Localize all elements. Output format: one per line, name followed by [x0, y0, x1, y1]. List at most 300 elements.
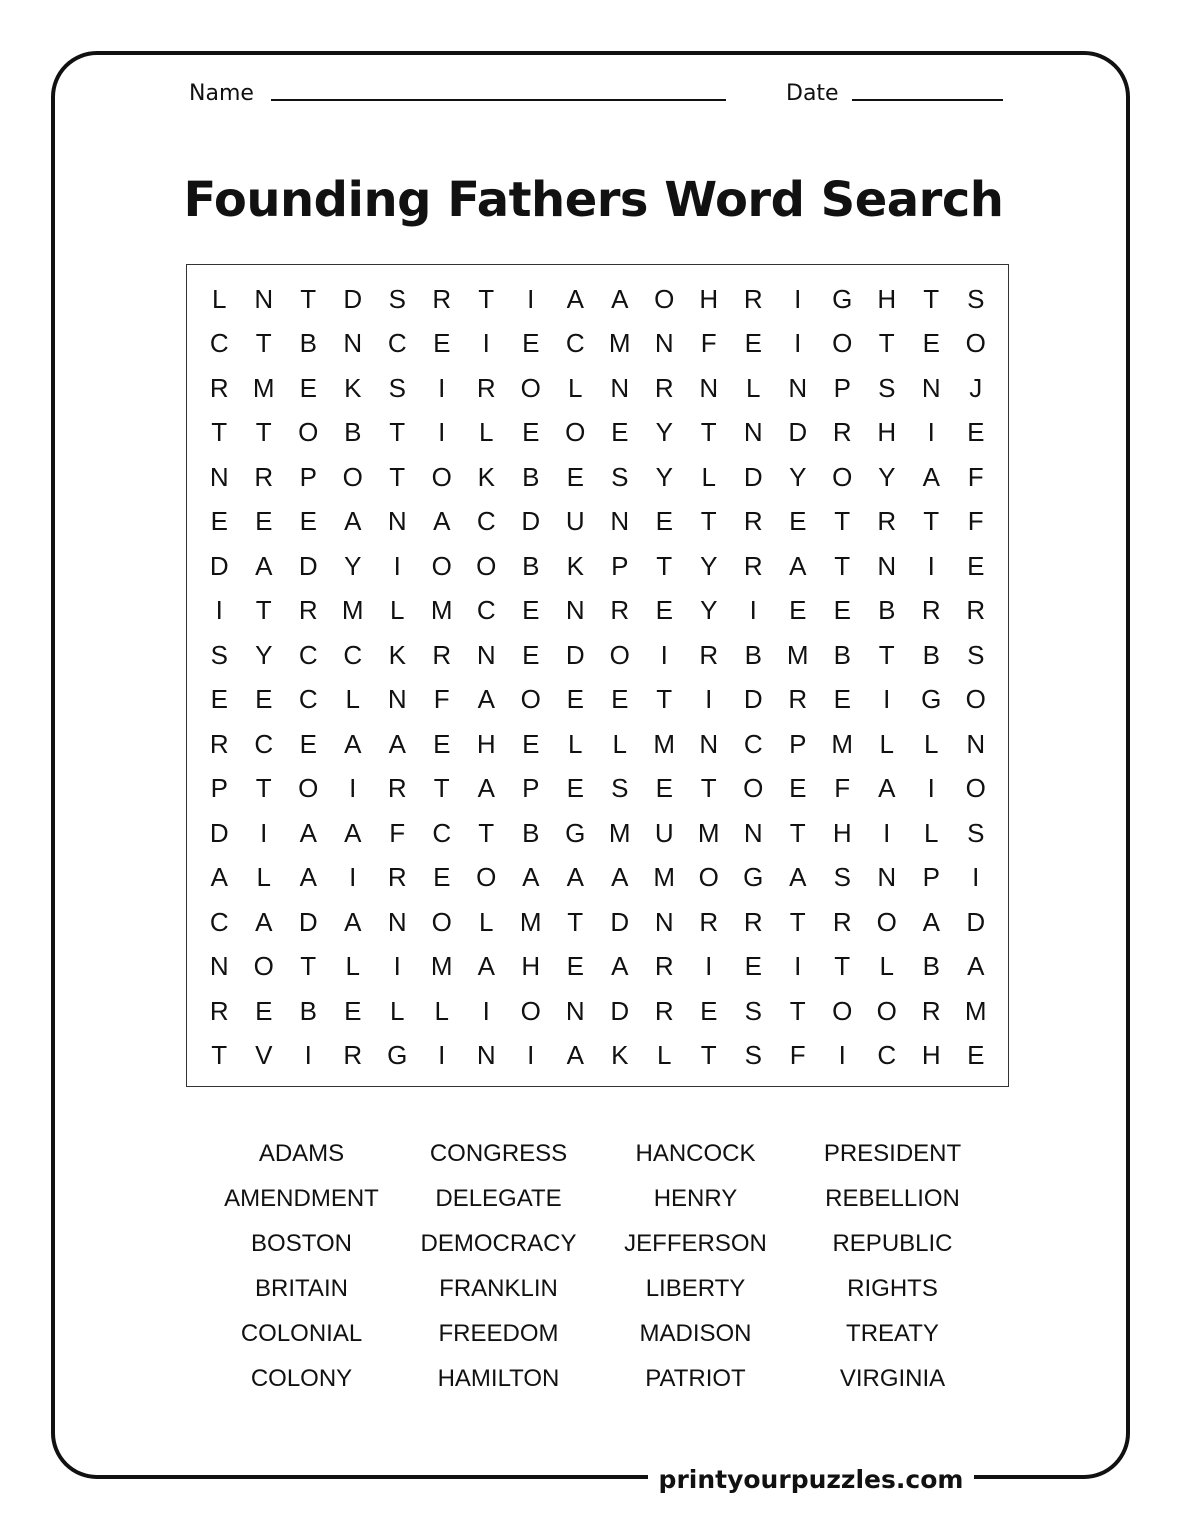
- grid-letter[interactable]: L: [879, 728, 894, 759]
- grid-letter[interactable]: L: [345, 951, 360, 982]
- grid-letter[interactable]: G: [743, 862, 764, 893]
- grid-letter[interactable]: O: [965, 328, 986, 359]
- grid-letter[interactable]: R: [699, 906, 719, 937]
- grid-letter[interactable]: A: [566, 862, 584, 893]
- grid-letter[interactable]: C: [877, 1040, 897, 1071]
- grid-letter[interactable]: S: [878, 372, 896, 403]
- grid-letter[interactable]: R: [699, 639, 719, 670]
- grid-letter[interactable]: M: [697, 817, 720, 848]
- grid-letter[interactable]: I: [883, 684, 891, 715]
- grid-letter[interactable]: F: [789, 1040, 806, 1071]
- grid-letter[interactable]: E: [789, 506, 807, 537]
- grid-letter[interactable]: P: [611, 550, 629, 581]
- grid-letter[interactable]: A: [477, 773, 495, 804]
- site-url[interactable]: printyourpuzzles.com: [658, 1465, 964, 1494]
- grid-letter[interactable]: C: [343, 639, 363, 670]
- grid-letter[interactable]: D: [565, 639, 585, 670]
- grid-letter[interactable]: T: [389, 461, 406, 492]
- grid-letter[interactable]: F: [700, 328, 717, 359]
- grid-letter[interactable]: L: [701, 461, 716, 492]
- grid-letter[interactable]: E: [744, 328, 762, 359]
- grid-letter[interactable]: M: [653, 862, 676, 893]
- grid-letter[interactable]: T: [567, 906, 584, 937]
- grid-letter[interactable]: O: [743, 773, 764, 804]
- grid-letter[interactable]: E: [655, 773, 673, 804]
- grid-letter[interactable]: N: [610, 506, 630, 537]
- grid-letter[interactable]: I: [794, 328, 802, 359]
- grid-letter[interactable]: Y: [655, 461, 673, 492]
- grid-letter[interactable]: Y: [255, 639, 273, 670]
- grid-letter[interactable]: E: [255, 506, 273, 537]
- grid-letter[interactable]: K: [611, 1040, 629, 1071]
- grid-letter[interactable]: N: [966, 728, 986, 759]
- grid-letter[interactable]: L: [390, 995, 405, 1026]
- grid-letter[interactable]: I: [482, 328, 490, 359]
- grid-letter[interactable]: L: [345, 684, 360, 715]
- grid-letter[interactable]: N: [743, 417, 763, 448]
- grid-letter[interactable]: A: [611, 862, 629, 893]
- grid-letter[interactable]: N: [476, 639, 496, 670]
- grid-letter[interactable]: H: [832, 817, 852, 848]
- grid-letter[interactable]: N: [743, 817, 763, 848]
- grid-letter[interactable]: E: [255, 684, 273, 715]
- grid-letter[interactable]: K: [477, 461, 495, 492]
- grid-letter[interactable]: A: [522, 862, 540, 893]
- grid-letter[interactable]: S: [744, 995, 762, 1026]
- grid-letter[interactable]: P: [299, 461, 317, 492]
- grid-letter[interactable]: R: [788, 684, 808, 715]
- grid-letter[interactable]: E: [433, 862, 451, 893]
- grid-letter[interactable]: O: [876, 906, 897, 937]
- grid-letter[interactable]: R: [432, 639, 452, 670]
- grid-letter[interactable]: P: [833, 372, 851, 403]
- grid-letter[interactable]: U: [565, 506, 585, 537]
- grid-letter[interactable]: A: [255, 550, 273, 581]
- grid-letter[interactable]: A: [255, 906, 273, 937]
- grid-letter[interactable]: O: [609, 639, 630, 670]
- grid-letter[interactable]: R: [743, 550, 763, 581]
- grid-letter[interactable]: A: [477, 951, 495, 982]
- grid-letter[interactable]: A: [433, 506, 451, 537]
- grid-letter[interactable]: O: [431, 906, 452, 937]
- grid-letter[interactable]: R: [610, 595, 630, 626]
- grid-letter[interactable]: I: [215, 595, 223, 626]
- grid-letter[interactable]: G: [921, 684, 942, 715]
- grid-letter[interactable]: S: [210, 639, 228, 670]
- grid-letter[interactable]: L: [879, 951, 894, 982]
- grid-letter[interactable]: N: [387, 684, 407, 715]
- grid-letter[interactable]: P: [922, 862, 940, 893]
- grid-letter[interactable]: E: [522, 639, 540, 670]
- grid-letter[interactable]: D: [788, 417, 808, 448]
- grid-letter[interactable]: T: [433, 773, 450, 804]
- grid-letter[interactable]: R: [832, 906, 852, 937]
- grid-letter[interactable]: H: [699, 283, 719, 314]
- grid-letter[interactable]: T: [656, 684, 673, 715]
- grid-letter[interactable]: A: [566, 283, 584, 314]
- grid-letter[interactable]: M: [252, 372, 275, 403]
- grid-letter[interactable]: E: [566, 461, 584, 492]
- grid-letter[interactable]: E: [522, 417, 540, 448]
- grid-letter[interactable]: N: [699, 372, 719, 403]
- grid-letter[interactable]: A: [344, 817, 362, 848]
- grid-letter[interactable]: C: [209, 906, 229, 937]
- grid-letter[interactable]: O: [520, 684, 541, 715]
- grid-letter[interactable]: B: [344, 417, 362, 448]
- grid-letter[interactable]: I: [705, 684, 713, 715]
- grid-letter[interactable]: I: [438, 372, 446, 403]
- grid-letter[interactable]: O: [520, 995, 541, 1026]
- grid-letter[interactable]: B: [522, 817, 540, 848]
- grid-letter[interactable]: E: [967, 550, 985, 581]
- grid-letter[interactable]: I: [349, 773, 357, 804]
- grid-letter[interactable]: A: [967, 951, 985, 982]
- grid-letter[interactable]: I: [438, 1040, 446, 1071]
- grid-letter[interactable]: N: [387, 906, 407, 937]
- grid-letter[interactable]: A: [210, 862, 228, 893]
- grid-letter[interactable]: E: [655, 506, 673, 537]
- grid-letter[interactable]: I: [794, 283, 802, 314]
- grid-letter[interactable]: P: [522, 773, 540, 804]
- grid-letter[interactable]: D: [298, 906, 318, 937]
- date-line[interactable]: [852, 99, 1003, 101]
- grid-letter[interactable]: R: [343, 1040, 363, 1071]
- grid-letter[interactable]: R: [654, 951, 674, 982]
- grid-letter[interactable]: E: [299, 506, 317, 537]
- grid-letter[interactable]: A: [789, 550, 807, 581]
- grid-letter[interactable]: N: [387, 506, 407, 537]
- grid-letter[interactable]: R: [387, 773, 407, 804]
- grid-letter[interactable]: C: [565, 328, 585, 359]
- grid-letter[interactable]: I: [527, 283, 535, 314]
- grid-letter[interactable]: E: [967, 417, 985, 448]
- grid-letter[interactable]: E: [210, 506, 228, 537]
- grid-letter[interactable]: L: [256, 862, 271, 893]
- grid-letter[interactable]: E: [789, 773, 807, 804]
- grid-letter[interactable]: L: [568, 372, 583, 403]
- grid-letter[interactable]: K: [344, 372, 362, 403]
- grid-letter[interactable]: C: [209, 328, 229, 359]
- grid-letter[interactable]: T: [300, 283, 317, 314]
- grid-letter[interactable]: I: [794, 951, 802, 982]
- grid-letter[interactable]: I: [438, 417, 446, 448]
- grid-letter[interactable]: R: [298, 595, 318, 626]
- grid-letter[interactable]: M: [831, 728, 854, 759]
- grid-letter[interactable]: S: [611, 461, 629, 492]
- grid-letter[interactable]: C: [432, 817, 452, 848]
- grid-letter[interactable]: D: [610, 995, 630, 1026]
- grid-letter[interactable]: A: [477, 684, 495, 715]
- grid-letter[interactable]: R: [877, 506, 897, 537]
- grid-letter[interactable]: T: [923, 506, 940, 537]
- grid-letter[interactable]: N: [343, 328, 363, 359]
- grid-letter[interactable]: H: [521, 951, 541, 982]
- grid-letter[interactable]: R: [387, 862, 407, 893]
- grid-letter[interactable]: L: [212, 283, 227, 314]
- grid-letter[interactable]: F: [967, 461, 984, 492]
- grid-letter[interactable]: H: [921, 1040, 941, 1071]
- grid-letter[interactable]: E: [789, 595, 807, 626]
- grid-letter[interactable]: V: [255, 1040, 273, 1071]
- grid-letter[interactable]: N: [565, 995, 585, 1026]
- grid-letter[interactable]: B: [299, 995, 317, 1026]
- grid-letter[interactable]: I: [883, 817, 891, 848]
- grid-letter[interactable]: R: [209, 995, 229, 1026]
- grid-letter[interactable]: T: [878, 328, 895, 359]
- grid-letter[interactable]: N: [654, 906, 674, 937]
- grid-letter[interactable]: R: [921, 595, 941, 626]
- grid-letter[interactable]: R: [743, 906, 763, 937]
- grid-letter[interactable]: M: [430, 595, 453, 626]
- grid-letter[interactable]: B: [299, 328, 317, 359]
- grid-letter[interactable]: T: [834, 951, 851, 982]
- grid-letter[interactable]: E: [611, 684, 629, 715]
- grid-letter[interactable]: H: [877, 283, 897, 314]
- grid-letter[interactable]: M: [608, 817, 631, 848]
- grid-letter[interactable]: O: [698, 862, 719, 893]
- grid-letter[interactable]: T: [255, 417, 272, 448]
- grid-letter[interactable]: O: [431, 461, 452, 492]
- grid-letter[interactable]: T: [700, 773, 717, 804]
- grid-letter[interactable]: T: [834, 506, 851, 537]
- grid-letter[interactable]: O: [965, 773, 986, 804]
- grid-letter[interactable]: L: [924, 817, 939, 848]
- grid-letter[interactable]: R: [209, 728, 229, 759]
- grid-letter[interactable]: T: [478, 283, 495, 314]
- grid-letter[interactable]: O: [832, 461, 853, 492]
- grid-letter[interactable]: E: [299, 372, 317, 403]
- grid-letter[interactable]: R: [743, 506, 763, 537]
- grid-letter[interactable]: T: [478, 817, 495, 848]
- grid-letter[interactable]: K: [566, 550, 584, 581]
- grid-letter[interactable]: G: [387, 1040, 408, 1071]
- grid-letter[interactable]: S: [388, 283, 406, 314]
- grid-letter[interactable]: T: [300, 951, 317, 982]
- grid-letter[interactable]: A: [611, 951, 629, 982]
- grid-letter[interactable]: N: [610, 372, 630, 403]
- grid-letter[interactable]: T: [211, 1040, 228, 1071]
- grid-letter[interactable]: L: [479, 906, 494, 937]
- grid-letter[interactable]: L: [479, 417, 494, 448]
- grid-letter[interactable]: O: [654, 283, 675, 314]
- grid-letter[interactable]: A: [344, 906, 362, 937]
- grid-letter[interactable]: N: [565, 595, 585, 626]
- grid-letter[interactable]: N: [654, 328, 674, 359]
- grid-letter[interactable]: P: [210, 773, 228, 804]
- grid-letter[interactable]: H: [476, 728, 496, 759]
- grid-letter[interactable]: L: [746, 372, 761, 403]
- grid-letter[interactable]: A: [388, 728, 406, 759]
- grid-letter[interactable]: T: [656, 550, 673, 581]
- grid-letter[interactable]: E: [922, 328, 940, 359]
- grid-letter[interactable]: D: [743, 684, 763, 715]
- grid-letter[interactable]: C: [743, 728, 763, 759]
- grid-letter[interactable]: L: [390, 595, 405, 626]
- grid-letter[interactable]: N: [254, 283, 274, 314]
- grid-letter[interactable]: T: [923, 283, 940, 314]
- grid-letter[interactable]: N: [209, 461, 229, 492]
- grid-letter[interactable]: P: [789, 728, 807, 759]
- grid-letter[interactable]: T: [255, 595, 272, 626]
- grid-letter[interactable]: O: [876, 995, 897, 1026]
- grid-letter[interactable]: I: [838, 1040, 846, 1071]
- grid-letter[interactable]: D: [298, 550, 318, 581]
- grid-letter[interactable]: N: [921, 372, 941, 403]
- grid-letter[interactable]: S: [967, 817, 985, 848]
- grid-letter[interactable]: I: [749, 595, 757, 626]
- grid-letter[interactable]: N: [209, 951, 229, 982]
- grid-letter[interactable]: T: [789, 995, 806, 1026]
- grid-letter[interactable]: C: [476, 595, 496, 626]
- grid-letter[interactable]: E: [433, 728, 451, 759]
- grid-letter[interactable]: Y: [789, 461, 807, 492]
- grid-letter[interactable]: B: [922, 639, 940, 670]
- grid-letter[interactable]: R: [743, 283, 763, 314]
- grid-letter[interactable]: D: [343, 283, 363, 314]
- grid-letter[interactable]: D: [966, 906, 986, 937]
- grid-letter[interactable]: D: [610, 906, 630, 937]
- grid-letter[interactable]: C: [387, 328, 407, 359]
- name-line[interactable]: [271, 99, 726, 101]
- grid-letter[interactable]: I: [260, 817, 268, 848]
- grid-letter[interactable]: B: [878, 595, 896, 626]
- grid-letter[interactable]: D: [743, 461, 763, 492]
- grid-letter[interactable]: O: [832, 995, 853, 1026]
- grid-letter[interactable]: E: [299, 728, 317, 759]
- grid-letter[interactable]: F: [433, 684, 450, 715]
- grid-letter[interactable]: E: [700, 995, 718, 1026]
- grid-letter[interactable]: T: [789, 817, 806, 848]
- grid-letter[interactable]: I: [393, 550, 401, 581]
- grid-letter[interactable]: C: [298, 639, 318, 670]
- grid-letter[interactable]: E: [744, 951, 762, 982]
- grid-letter[interactable]: A: [566, 1040, 584, 1071]
- grid-letter[interactable]: E: [566, 951, 584, 982]
- grid-letter[interactable]: G: [565, 817, 586, 848]
- grid-letter[interactable]: E: [611, 417, 629, 448]
- grid-letter[interactable]: R: [832, 417, 852, 448]
- grid-letter[interactable]: M: [519, 906, 542, 937]
- grid-letter[interactable]: B: [522, 461, 540, 492]
- grid-letter[interactable]: C: [254, 728, 274, 759]
- grid-letter[interactable]: H: [877, 417, 897, 448]
- grid-letter[interactable]: E: [522, 328, 540, 359]
- grid-letter[interactable]: R: [209, 372, 229, 403]
- grid-letter[interactable]: T: [700, 1040, 717, 1071]
- grid-letter[interactable]: N: [476, 1040, 496, 1071]
- grid-letter[interactable]: L: [568, 728, 583, 759]
- grid-letter[interactable]: C: [298, 684, 318, 715]
- grid-letter[interactable]: A: [611, 283, 629, 314]
- grid-letter[interactable]: I: [972, 862, 980, 893]
- grid-letter[interactable]: R: [254, 461, 274, 492]
- grid-letter[interactable]: M: [964, 995, 987, 1026]
- grid-letter[interactable]: I: [527, 1040, 535, 1071]
- grid-letter[interactable]: B: [744, 639, 762, 670]
- grid-letter[interactable]: F: [834, 773, 851, 804]
- grid-letter[interactable]: E: [967, 1040, 985, 1071]
- grid-letter[interactable]: S: [967, 639, 985, 670]
- grid-letter[interactable]: A: [922, 461, 940, 492]
- grid-letter[interactable]: T: [700, 506, 717, 537]
- grid-letter[interactable]: R: [654, 372, 674, 403]
- grid-letter[interactable]: E: [433, 328, 451, 359]
- grid-letter[interactable]: A: [344, 506, 362, 537]
- grid-letter[interactable]: D: [521, 506, 541, 537]
- grid-letter[interactable]: T: [211, 417, 228, 448]
- grid-letter[interactable]: E: [344, 995, 362, 1026]
- grid-letter[interactable]: M: [653, 728, 676, 759]
- grid-letter[interactable]: M: [341, 595, 364, 626]
- grid-letter[interactable]: Y: [344, 550, 362, 581]
- grid-letter[interactable]: T: [789, 906, 806, 937]
- grid-letter[interactable]: T: [700, 417, 717, 448]
- grid-letter[interactable]: I: [927, 417, 935, 448]
- grid-letter[interactable]: R: [654, 995, 674, 1026]
- grid-letter[interactable]: E: [522, 728, 540, 759]
- grid-letter[interactable]: S: [833, 862, 851, 893]
- grid-letter[interactable]: I: [927, 773, 935, 804]
- grid-letter[interactable]: A: [299, 817, 317, 848]
- grid-letter[interactable]: E: [833, 684, 851, 715]
- grid-letter[interactable]: D: [209, 550, 229, 581]
- grid-letter[interactable]: I: [304, 1040, 312, 1071]
- grid-letter[interactable]: F: [967, 506, 984, 537]
- grid-letter[interactable]: O: [431, 550, 452, 581]
- grid-letter[interactable]: O: [520, 372, 541, 403]
- grid-letter[interactable]: T: [255, 773, 272, 804]
- grid-letter[interactable]: I: [660, 639, 668, 670]
- grid-letter[interactable]: O: [342, 461, 363, 492]
- grid-letter[interactable]: L: [612, 728, 627, 759]
- grid-letter[interactable]: D: [209, 817, 229, 848]
- grid-letter[interactable]: O: [565, 417, 586, 448]
- grid-letter[interactable]: O: [832, 328, 853, 359]
- grid-letter[interactable]: T: [878, 639, 895, 670]
- grid-letter[interactable]: T: [834, 550, 851, 581]
- grid-letter[interactable]: O: [476, 862, 497, 893]
- grid-letter[interactable]: A: [878, 773, 896, 804]
- grid-letter[interactable]: E: [210, 684, 228, 715]
- grid-letter[interactable]: E: [655, 595, 673, 626]
- grid-letter[interactable]: M: [608, 328, 631, 359]
- grid-letter[interactable]: U: [654, 817, 674, 848]
- grid-letter[interactable]: C: [476, 506, 496, 537]
- grid-letter[interactable]: J: [969, 372, 983, 403]
- grid-letter[interactable]: E: [833, 595, 851, 626]
- grid-letter[interactable]: Y: [700, 595, 718, 626]
- grid-letter[interactable]: I: [393, 951, 401, 982]
- grid-letter[interactable]: O: [476, 550, 497, 581]
- grid-letter[interactable]: O: [253, 951, 274, 982]
- grid-letter[interactable]: E: [566, 773, 584, 804]
- grid-letter[interactable]: Y: [655, 417, 673, 448]
- grid-letter[interactable]: R: [921, 995, 941, 1026]
- grid-letter[interactable]: L: [924, 728, 939, 759]
- grid-letter[interactable]: A: [789, 862, 807, 893]
- grid-letter[interactable]: O: [965, 684, 986, 715]
- grid-letter[interactable]: E: [522, 595, 540, 626]
- grid-letter[interactable]: I: [927, 550, 935, 581]
- grid-letter[interactable]: S: [744, 1040, 762, 1071]
- grid-letter[interactable]: S: [967, 283, 985, 314]
- grid-letter[interactable]: O: [298, 417, 319, 448]
- grid-letter[interactable]: L: [657, 1040, 672, 1071]
- grid-letter[interactable]: S: [611, 773, 629, 804]
- grid-letter[interactable]: I: [482, 995, 490, 1026]
- grid-letter[interactable]: G: [832, 283, 853, 314]
- grid-letter[interactable]: M: [786, 639, 809, 670]
